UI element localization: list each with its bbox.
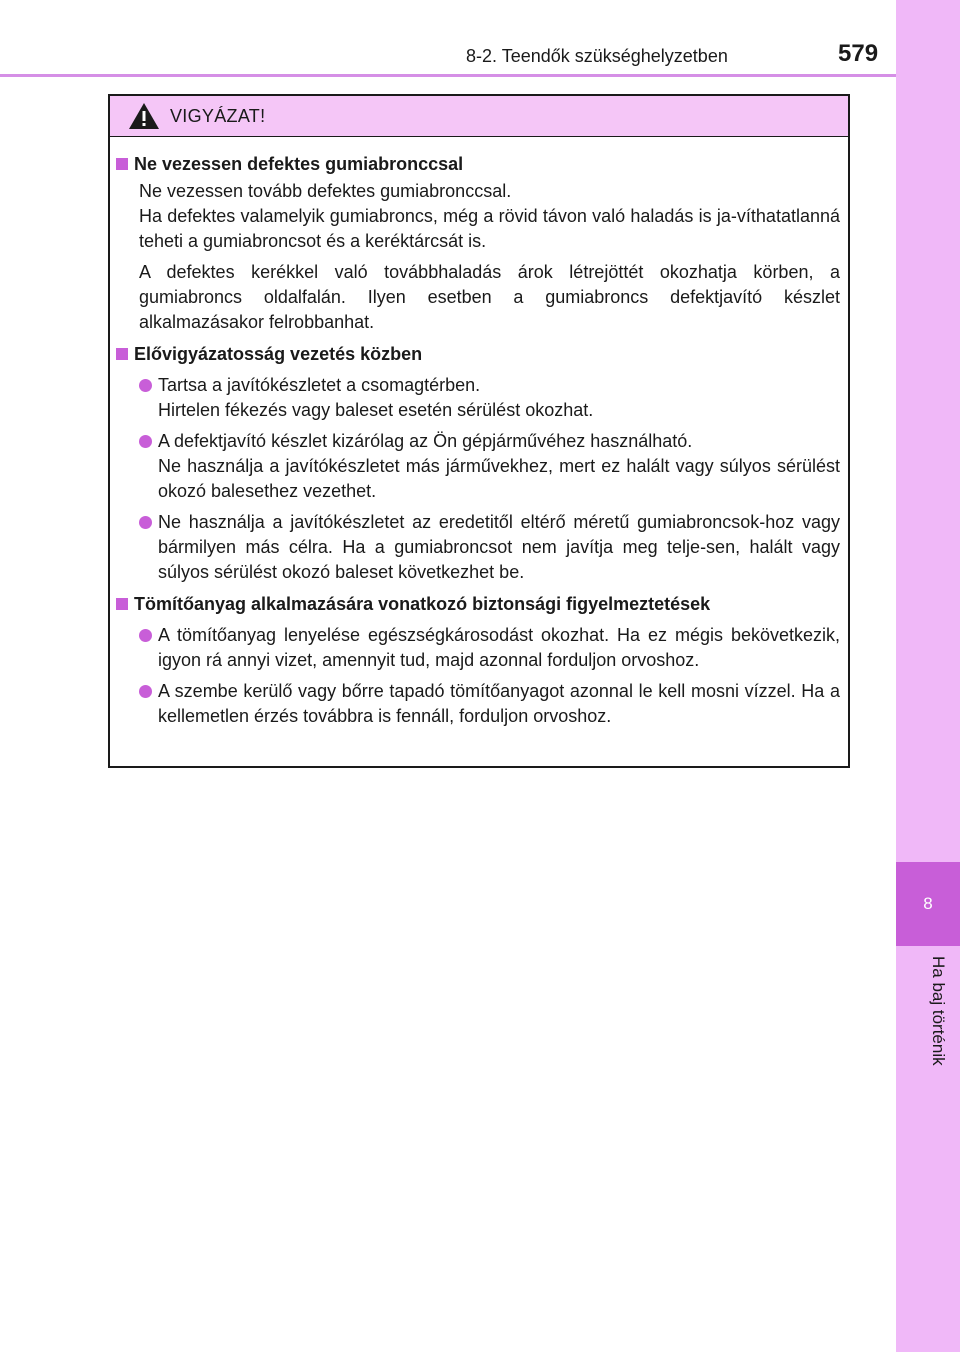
round-bullet-icon xyxy=(139,685,152,698)
list-item xyxy=(116,623,840,673)
header-rule xyxy=(0,74,896,77)
section-title: 8-2. Teendők szükséghelyzetben xyxy=(466,46,728,66)
chapter-number-tab: 8 xyxy=(896,862,960,946)
list-item-text xyxy=(158,679,840,729)
paragraph: Ha defektes valamelyik gumiabroncs, még a rövid távon való haladás is ja-víthatatlanná teheti a gumiabroncsot és a keréktárcsát is. xyxy=(139,206,840,251)
warning-box xyxy=(108,94,850,768)
paragraph: Ne vezessen tovább defektes gumiabronccsal. xyxy=(139,181,512,201)
square-bullet-icon xyxy=(116,598,128,610)
list-item-text xyxy=(158,623,840,673)
section-heading xyxy=(116,151,840,177)
square-bullet-icon xyxy=(116,348,128,360)
list-item-line: Ne használja a javítókészletet más járművekhez, mert ez halált vagy súlyos sérülést okozó balesethez vezethet. xyxy=(158,456,840,501)
round-bullet-icon xyxy=(139,435,152,448)
list-item xyxy=(116,373,840,423)
list-item-text xyxy=(158,429,840,504)
section-heading-text: Ne vezessen defektes gumiabronccsal xyxy=(134,154,464,174)
round-bullet-icon xyxy=(139,629,152,642)
list-item-line: A defektjavító készlet kizárólag az Ön gépjárművéhez használható. xyxy=(158,431,693,451)
square-bullet-icon xyxy=(116,158,128,170)
list-item-line: Hirtelen fékezés vagy baleset esetén sérülést okozhat. xyxy=(158,400,594,420)
round-bullet-icon xyxy=(139,516,152,529)
section-heading-text: Elővigyázatosság vezetés közben xyxy=(134,344,423,364)
page-number: 579 xyxy=(838,40,879,67)
warning-body xyxy=(110,137,848,729)
list-item-text xyxy=(158,373,840,423)
section-heading-text: Tömítőanyag alkalmazására vonatkozó biztonsági figyelmeztetések xyxy=(134,594,711,614)
side-tab-background xyxy=(896,0,960,862)
warning-triangle-icon xyxy=(128,102,160,130)
list-item-text xyxy=(158,510,840,585)
warning-title: VIGYÁZAT! xyxy=(170,105,266,126)
list-item-line: A szembe kerülő vagy bőrre tapadó tömítőanyagot azonnal le kell mosni vízzel. Ha a kellemetlen érzés továbbra is fennáll, forduljon orvoshoz. xyxy=(158,681,840,726)
chapter-label: Ha baj történik xyxy=(929,956,948,1066)
list-item-line: Ne használja a javítókészletet az eredetitől eltérő méretű gumiabroncsok-hoz vagy bármilyen más célra. Ha a gumiabroncsot nem javítja meg telje-sen, halált vagy súlyos sérülést okozó baleset következhet be. xyxy=(158,512,840,582)
list-item xyxy=(116,679,840,729)
list-item xyxy=(116,510,840,585)
section-heading xyxy=(116,591,840,617)
list-item-line: A tömítőanyag lenyelése egészségkárosodást okozhat. Ha ez mégis bekövetkezik, igyon rá annyi vizet, amennyit tud, majd azonnal forduljon orvoshoz. xyxy=(158,625,840,670)
section-heading xyxy=(116,341,840,367)
warning-header xyxy=(110,96,848,137)
list-item xyxy=(116,429,840,504)
round-bullet-icon xyxy=(139,379,152,392)
paragraph: A defektes kerékkel való továbbhaladás árok létrejöttét okozhatja körben, a gumiabroncs oldalfalán. Ilyen esetben a gumiabroncs defektjavító készlet alkalmazásakor felrobbanhat. xyxy=(139,262,840,332)
list-item-line: Tartsa a javítókészletet a csomagtérben. xyxy=(158,375,481,395)
